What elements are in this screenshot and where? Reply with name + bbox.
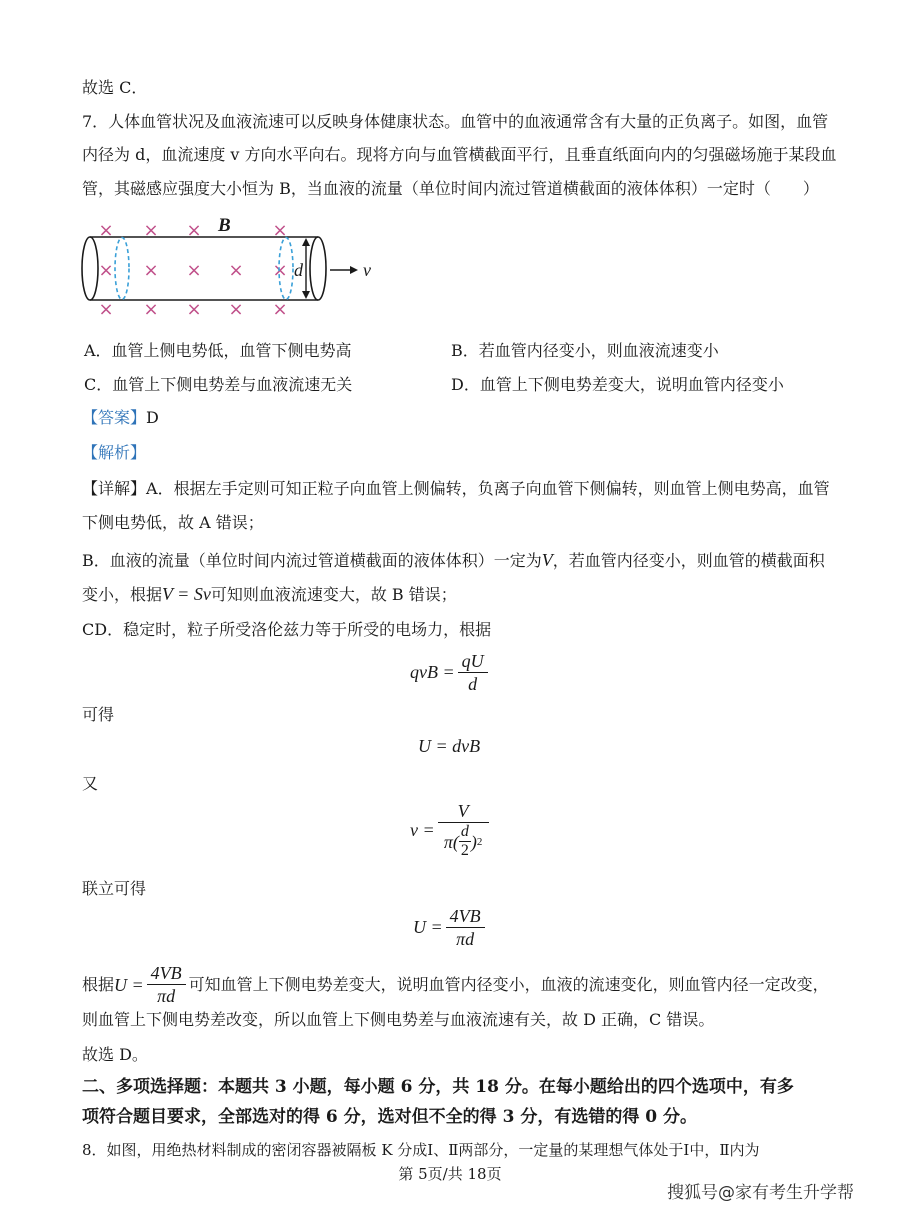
eq-V-Sv: V = Sv [162, 584, 211, 604]
field-cross: × [143, 220, 159, 241]
detail-b2-text-a: 变小，根据 [82, 585, 163, 604]
eq1-denominator: d [468, 674, 478, 694]
eq4-denominator: πd [456, 929, 475, 949]
field-cross: × [98, 299, 114, 320]
option-b: B．若血管内径变小，则血液流速变小 [451, 341, 719, 360]
concl-fraction [147, 962, 186, 1007]
concl-numerator: 4VB [147, 962, 186, 985]
eq3-inner-fraction [459, 823, 471, 860]
q7-stem-line1: 7．人体血管状况及血液流速可以反映身体健康状态。血管中的血液通常含有大量的正负离子。如图，血管 [82, 112, 829, 131]
answer-line [82, 406, 159, 430]
field-cross: × [143, 299, 159, 320]
field-cross: × [98, 220, 114, 241]
concl-text-b: 可知血管上下侧电势差变大，说明血管内径变小，血液的流速变化，则血管内径一定改变， [188, 974, 829, 994]
conclusion-line1 [82, 962, 829, 1007]
detail-line1 [82, 477, 830, 501]
detail-text1: A．根据左手定则可知正粒子向血管上侧偏转，负离子向血管下侧偏转，则血管上侧电势高，血管 [146, 479, 830, 498]
var-V: V [541, 550, 553, 570]
option-d: D．血管上下侧电势差变大，说明血管内径变小 [451, 375, 784, 394]
detail-b-line2 [82, 582, 457, 607]
q8-stem-line1: 8．如图，用绝热材料制成的密闭容器被隔板 K 分成Ⅰ、Ⅱ两部分，一定量的某理想气体处于Ⅰ中，Ⅱ内为 [82, 1141, 760, 1159]
analysis-tag: 【解析】 [82, 443, 147, 462]
field-cross: × [98, 260, 114, 281]
analysis-line [82, 441, 146, 465]
eq1-fraction [458, 650, 488, 695]
detail-tag: 【详解】 [82, 479, 147, 498]
field-cross: × [272, 220, 288, 241]
eq3-superscript: 2 [476, 835, 483, 848]
eq3-inner-den: 2 [460, 842, 469, 859]
field-cross: × [143, 260, 159, 281]
answer-tag: 【答案】 [82, 408, 147, 427]
velocity-label-v: v [363, 260, 371, 280]
field-label-B: B [218, 215, 231, 236]
detail-b-text-b: ，若血管内径变小，则血管的横截面积 [552, 551, 825, 570]
equation-1 [410, 650, 491, 695]
detail-b2-text-b: 可知则血液流速变大，故 B 错误； [210, 585, 457, 604]
section2-title-line2: 项符合题目要求，全部选对的得 6 分，选对但不全的得 3 分，有选错的得 0 分。 [82, 1107, 697, 1127]
concl-text-a: 根据 [82, 974, 115, 994]
equation-3 [410, 800, 492, 860]
option-c: C．血管上下侧电势差与血液流速无关 [84, 375, 353, 394]
answer-value: D [146, 408, 159, 427]
lianli-text: 联立可得 [82, 879, 147, 898]
eq1-left: qvB = [410, 662, 455, 682]
field-cross: × [186, 299, 202, 320]
eq3-numerator: V [438, 800, 489, 823]
option-a: A．血管上侧电势低，血管下侧电势高 [84, 341, 352, 360]
eq3-inner-num: d [460, 823, 469, 840]
eq3-fraction [438, 800, 489, 860]
eq3-denominator [440, 823, 487, 860]
concl-eq-left: U = [114, 974, 144, 995]
field-cross: × [228, 260, 244, 281]
section2-title-line1: 二、多项选择题：本题共 3 小题，每小题 6 分，共 18 分。在每小题给出的四个选项中，有多 [82, 1077, 794, 1097]
final-answer: 故选 D。 [82, 1045, 148, 1064]
field-cross: × [186, 260, 202, 281]
detail-b-line1 [82, 548, 825, 573]
detail-cd-line: CD．稳定时，粒子所受洛伦兹力等于所受的电场力，根据 [82, 620, 492, 639]
watermark: 搜狐号@家有考生升学帮 [661, 1176, 860, 1205]
eq4-fraction [446, 905, 485, 950]
detail-line2: 下侧电势低，故 A 错误； [82, 513, 264, 532]
field-cross: × [272, 299, 288, 320]
diameter-label-d: d [294, 260, 303, 280]
blood-vessel-figure [78, 212, 378, 327]
eq3-close: ) [470, 831, 477, 852]
concl-denominator: πd [157, 986, 176, 1006]
eq3-left: v = [410, 819, 435, 840]
previous-answer: 故选 C． [82, 78, 148, 97]
keyi-text: 可得 [82, 705, 115, 724]
field-cross: × [186, 220, 202, 241]
conclusion-line2: 则血管上下侧电势差改变，所以血管上下侧电势差与血液流速有关，故 D 正确，C 错误。 [82, 1010, 715, 1029]
eq4-left: U = [413, 917, 443, 937]
you-text: 又 [82, 774, 99, 793]
q7-stem-line3: 管，其磁感应强度大小恒为 B，当血液的流量（单位时间内流过管道横截面的液体体积）一定时（ ） [82, 179, 819, 198]
page-footer: 第 5页/共 18页 [398, 1165, 502, 1183]
field-cross: × [228, 299, 244, 320]
eq4-numerator: 4VB [446, 905, 485, 928]
equation-4 [413, 905, 488, 950]
eq1-numerator: qU [458, 650, 488, 673]
equation-2: U = dvB [418, 736, 481, 756]
q7-stem-line2: 内径为 d，血流速度 v 方向水平向右。现将方向与血管横截面平行，且垂直纸面向内的匀强磁场施于某段血 [82, 145, 837, 164]
field-cross: × [272, 260, 288, 281]
eq3-pi: π( [443, 831, 459, 852]
detail-b-text-a: B．血液的流量（单位时间内流过管道横截面的液体体积）一定为 [82, 551, 542, 570]
